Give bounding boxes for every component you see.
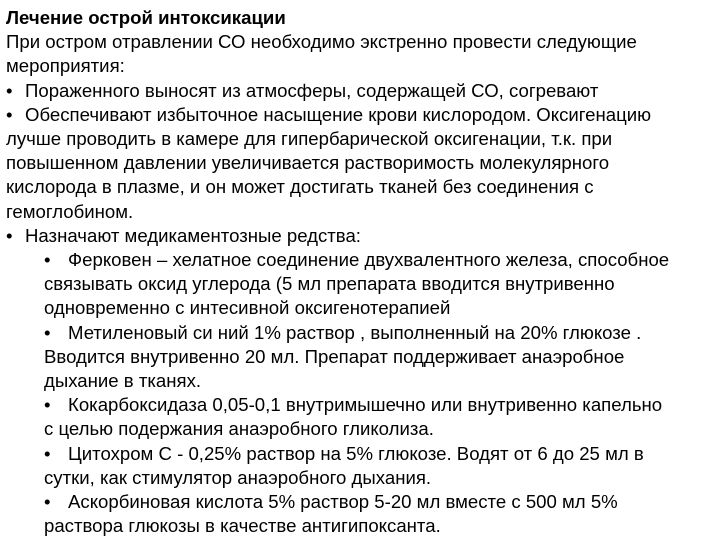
paragraph-line: кислорода в плазме, и он может достигать тканей без соединения с	[6, 176, 594, 198]
sub-bullet-marker: •	[44, 442, 51, 464]
sub-bullet-item	[44, 248, 720, 272]
bullet-marker: •	[6, 79, 13, 101]
sub-bullet-continuation: одновременно с интесивной оксигенотерапией	[44, 297, 451, 319]
bullet-item	[6, 79, 720, 103]
bullet-text: Назначают медикаментозные редства:	[25, 224, 361, 246]
sub-bullet-continuation: связывать оксид углерода (5 мл препарата вводится внутривенно	[44, 273, 615, 295]
sub-bullet-continuation: Вводится внутривенно 20 мл. Препарат поддерживает анаэробное	[44, 345, 625, 367]
sub-bullet-text: Метиленовый си ний 1% раствор , выполненный на 20% глюкозе .	[68, 321, 642, 343]
bullet-marker: •	[6, 224, 13, 246]
sub-bullet-continuation: дыхание в тканях.	[44, 370, 202, 392]
bullet-text: Обеспечивают избыточное насыщение крови кислородом. Оксигенацию	[25, 103, 652, 125]
sub-bullet-marker: •	[44, 491, 51, 513]
paragraph-line: лучше проводить в камере для гипербарической оксигенации, т.к. при	[6, 128, 613, 150]
document-title: Лечение острой интоксикации	[6, 7, 286, 28]
sub-bullet-text: Ферковен – хелатное соединение двухвалентного железа, способное	[68, 249, 670, 271]
paragraph-line: гемоглобином.	[6, 200, 134, 222]
sub-bullet-continuation: сутки, как стимулятор анаэробного дыхания.	[44, 466, 432, 488]
sub-bullet-item	[44, 393, 720, 417]
sub-bullet-marker: •	[44, 321, 51, 343]
sub-bullet-text: Цитохром С - 0,25% раствор на 5% глюкозе. Водят от 6 до 25 мл в	[68, 442, 644, 464]
sub-bullet-item	[44, 490, 720, 514]
paragraph-line: повышенном давлении увеличивается растворимость молекулярного	[6, 152, 610, 174]
intro-line: При остром отравлении СО необходимо экстренно провести следующие	[6, 31, 637, 53]
sub-bullet-marker: •	[44, 394, 51, 416]
intro-line: мероприятия:	[6, 55, 125, 77]
bullet-text: Пораженного выносят из атмосферы, содержащей СО, согревают	[25, 79, 599, 101]
sub-bullet-marker: •	[44, 249, 51, 271]
sub-bullet-text: Кокарбоксидаза 0,05-0,1 внутримышечно или внутривенно капельно	[68, 394, 663, 416]
sub-bullet-continuation: с целью подержания анаэробного гликолиза.	[44, 418, 434, 440]
bullet-marker: •	[6, 103, 13, 125]
bullet-item	[6, 224, 720, 248]
sub-bullet-item	[44, 321, 720, 345]
sub-bullet-text: Аскорбиновая кислота 5% раствор 5-20 мл вместе с 500 мл 5%	[68, 491, 618, 513]
sub-bullet-item	[44, 442, 720, 466]
sub-bullet-continuation: раствора глюкозы в качестве антигипоксанта.	[44, 515, 441, 537]
bullet-item	[6, 103, 720, 127]
